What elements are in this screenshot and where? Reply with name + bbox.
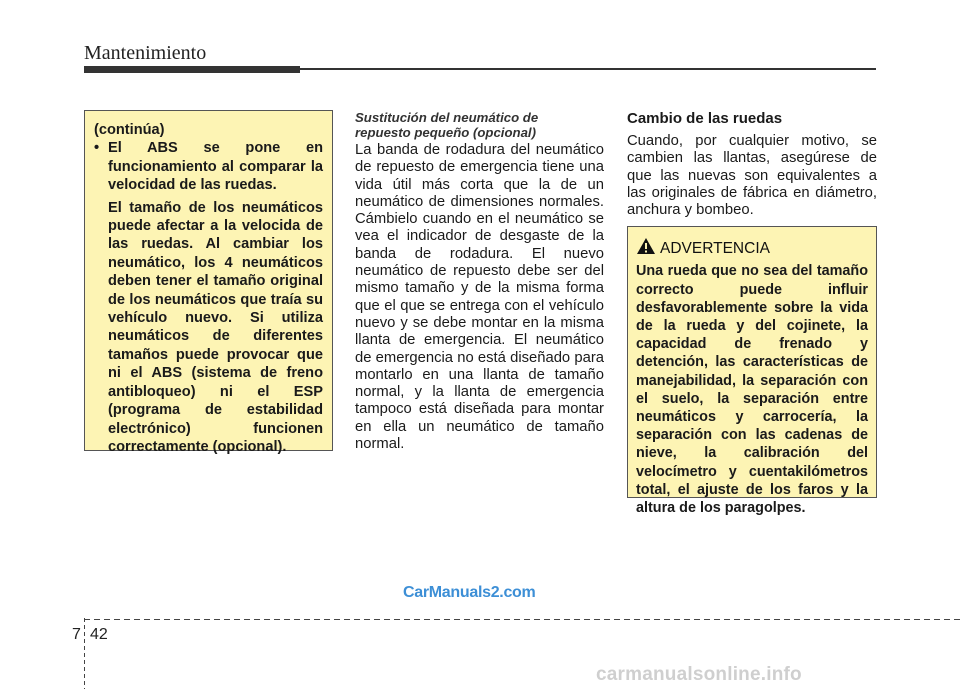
watermark-carmanuals2[interactable]: CarManuals2.com <box>403 584 536 601</box>
spare-tire-subheading <box>355 110 605 140</box>
wheel-change-heading: Cambio de las ruedas <box>627 110 783 127</box>
abs-note-box <box>84 110 333 455</box>
warning-body: Una rueda que no sea del tamaño correcto puede influir desfavorablemente sobre la vida de la rueda y del cojinete, la capacidad de frenado y detención, las características de manejabilidad, la separación con el suelo, la separación entre neumáticos y carrocería, la separación con las cadenas de nieve, la calibración del velocímetro y cuentakilómetros total, el ajuste de los faros y la altura de los paragolpes. <box>636 263 868 517</box>
warning-title-row <box>636 237 868 260</box>
footer-rule <box>84 619 960 620</box>
warning-box <box>627 226 877 517</box>
note-heading: (continúa) <box>94 122 165 138</box>
section-title: Mantenimiento <box>84 42 207 64</box>
header-bar <box>84 66 300 73</box>
note-paragraph-1: El ABS se pone en funcionamiento al comparar la velocidad de las ruedas. <box>108 140 323 194</box>
bullet-icon: • <box>94 140 100 157</box>
chapter-number: 7 <box>72 626 81 643</box>
subheading-line-1: Sustitución del neumático de <box>355 110 539 125</box>
footer-divider <box>84 618 85 689</box>
subheading-line-2: repuesto pequeño (opcional) <box>355 125 536 140</box>
page-number: 42 <box>90 626 108 643</box>
note-paragraph-2: El tamaño de los neumáticos puede afectar a la velocida de las ruedas. Al cambiar los neumático, los 4 neumáticos deben tener el tamaño original de los neumáticos que traía su vehículo nuevo. Si utiliza neumáticos de diferentes tamaños puede provocar que ni el ABS (sistema de freno antibloqueo) ni el ESP (programa de estabilidad electrónico) funcionen correctamente (opcional). <box>108 199 323 455</box>
spare-tire-body: La banda de rodadura del neumático de repuesto de emergencia tiene una vida útil más corta que la de un neumático de dimensiones normales. Cámbielo cuando en el neumático se vea el indicador de desgaste de la banda de rodadura. El nuevo neumático de repuesto debe ser del mismo tamaño y de la misma forma que el que se entrega con el vehículo nuevo y se debe montar en la misma llanta de emergencia. El neumático de emergencia no está diseñado para montarlo en una llanta de tamaño normal, y la llanta de emergencia tampoco está diseñada para montar en ella un neumático de tamaño normal. <box>355 142 604 453</box>
warning-triangle-icon <box>636 237 656 260</box>
note-bullet-item <box>94 139 323 456</box>
warning-title: ADVERTENCIA <box>660 239 770 257</box>
wheel-change-body: Cuando, por cualquier motivo, se cambien las llantas, asegúrese de que las nuevas son equivalentes a las originales de fábrica en diámetro, anchura y bombeo. <box>627 133 877 219</box>
watermark-carmanualsonline: carmanualsonline.info <box>596 664 802 685</box>
